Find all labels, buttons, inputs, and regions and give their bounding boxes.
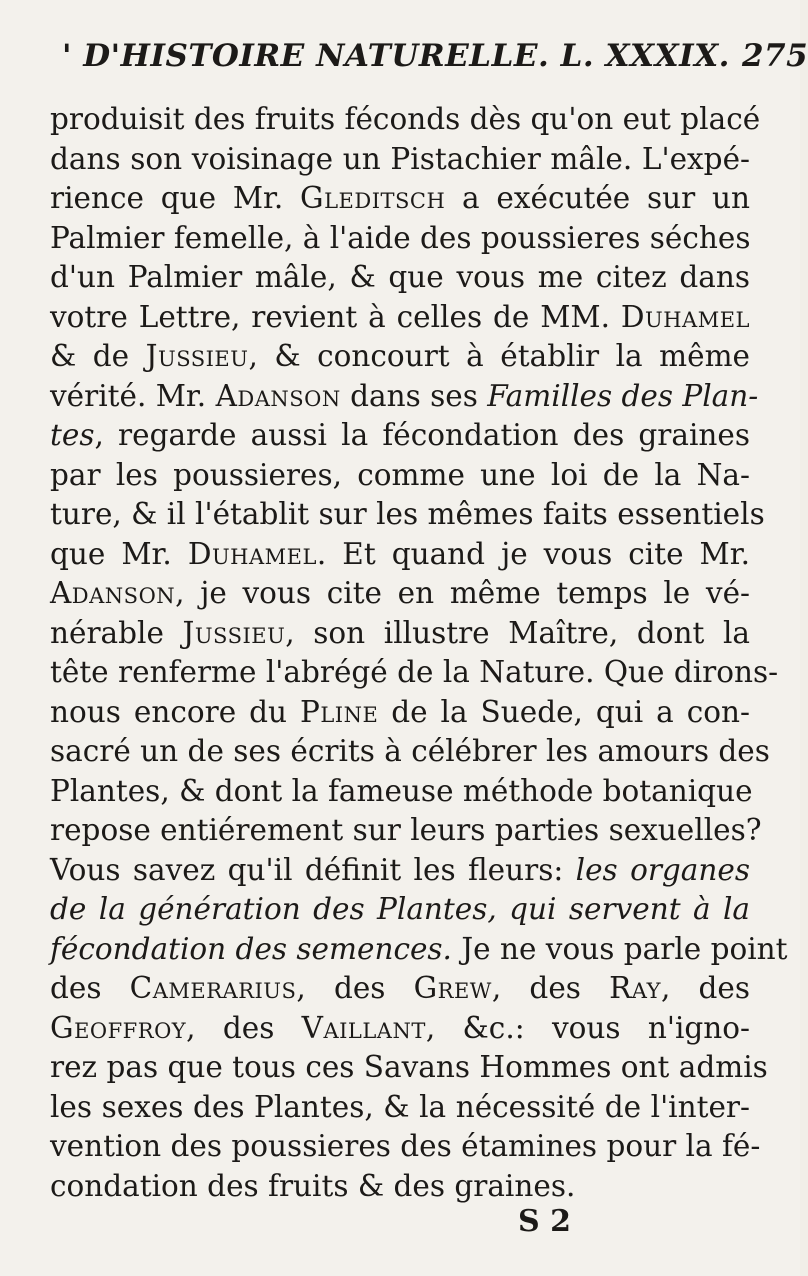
text-line <box>50 258 750 298</box>
text-run: Adanson <box>50 576 176 610</box>
text-run: Grew <box>413 971 492 1005</box>
text-run: tête renferme l'abrégé de la Nature. Que dirons- <box>50 655 779 689</box>
text-run: rience que Mr. <box>50 181 301 215</box>
text-line <box>50 653 779 693</box>
text-line <box>50 614 750 654</box>
text-line <box>50 811 762 851</box>
text-run: sacré un de ses écrits à célébrer les amours des <box>50 734 770 768</box>
text-run: votre Lettre, revient à celles de MM. <box>50 299 621 334</box>
running-title: ' D'HISTOIRE NATURELLE. L. XXXIX. <box>62 38 730 74</box>
text-run: repose entiérement sur leurs parties sexuelles? <box>50 813 762 847</box>
text-run: de la génération des Plantes, qui servent à la <box>50 892 750 926</box>
text-run: les organes <box>575 852 750 887</box>
text-line <box>50 930 788 970</box>
text-run: rez pas que tous ces Savans Hommes ont admis <box>50 1050 768 1084</box>
text-run: les sexes des Plantes, & la nécessité de l'inter- <box>50 1089 750 1124</box>
text-run: Palmier femelle, à l'aide des poussieres séches <box>50 220 751 255</box>
text-run: Camerarius <box>129 971 297 1005</box>
text-run: , regarde aussi la fécondation des graines <box>94 418 750 452</box>
text-line <box>50 179 750 219</box>
text-run: des <box>50 971 130 1005</box>
text-run: a exécutée sur un <box>445 181 751 215</box>
text-run: Jussieu <box>182 615 286 650</box>
text-run: vention des poussieres des étamines pour la fé- <box>50 1129 761 1163</box>
text-line <box>50 140 750 180</box>
page-number: 275 <box>741 38 808 74</box>
text-run: Duhamel <box>187 536 317 571</box>
running-head <box>62 38 808 74</box>
body-text <box>50 100 788 1206</box>
text-line <box>50 693 750 733</box>
text-line <box>50 1167 750 1207</box>
text-run: nous encore du <box>50 694 300 729</box>
text-line <box>50 337 750 377</box>
text-line <box>50 732 770 772</box>
text-run: Gleditsch <box>300 181 446 215</box>
text-line <box>50 574 750 614</box>
text-run: Pline <box>299 694 379 729</box>
text-run: produisit des fruits féconds dès qu'on eut placé <box>50 102 761 136</box>
text-line <box>50 969 750 1009</box>
text-run: , des <box>296 971 414 1005</box>
text-run: que Mr. <box>50 536 188 571</box>
text-run: Plantes, & dont la fameuse méthode botanique <box>50 773 753 808</box>
text-line <box>50 535 750 575</box>
text-run: tes <box>50 418 95 452</box>
text-run: Duhamel <box>620 299 750 334</box>
text-run: Adanson <box>215 378 341 413</box>
text-run: d'un Palmier mâle, & que vous me citez dans <box>50 260 750 294</box>
text-run: , des <box>186 1010 302 1045</box>
text-line <box>50 100 761 140</box>
text-line <box>50 1048 768 1088</box>
text-line <box>50 377 759 417</box>
signature-mark: S 2 <box>518 1204 571 1239</box>
text-line <box>50 298 750 338</box>
text-run: vérité. Mr. <box>50 378 216 413</box>
text-run: , &c.: vous n'igno- <box>425 1010 750 1045</box>
text-line <box>50 772 753 812</box>
text-run: de la Suede, qui a con- <box>378 694 750 729</box>
text-run: dans ses <box>340 378 488 413</box>
text-run: condation des fruits & des graines. <box>50 1168 576 1203</box>
text-line <box>50 219 750 259</box>
text-line <box>50 456 750 496</box>
text-run: Familles des Plan- <box>487 378 759 413</box>
text-line <box>50 1127 761 1167</box>
text-run: . Et quand je vous cite Mr. <box>316 536 750 571</box>
text-run: Jussieu <box>145 339 249 373</box>
text-line <box>50 851 750 891</box>
text-line <box>50 1088 750 1128</box>
text-run: Ray <box>609 971 661 1005</box>
text-run: Geoffroy <box>50 1010 187 1045</box>
text-run: , des <box>491 971 610 1005</box>
text-run: par les poussieres, comme une loi de la Na- <box>50 457 750 492</box>
text-run: Vaillant <box>301 1010 426 1045</box>
text-line <box>50 1009 750 1049</box>
text-run: Je ne vous parle point <box>451 931 788 966</box>
text-run: & de <box>50 339 146 373</box>
text-line <box>50 416 750 456</box>
text-line <box>50 495 765 535</box>
text-line <box>50 890 750 930</box>
text-run: , des <box>660 971 750 1005</box>
text-run: ture, & il l'établit sur les mêmes faits essentiels <box>50 497 765 531</box>
text-run: fécondation des semences. <box>50 931 452 966</box>
text-run: dans son voisinage un Pistachier mâle. L'expé- <box>50 141 750 176</box>
text-run: Vous savez qu'il définit les fleurs: <box>50 852 576 887</box>
text-run: , je vous cite en même temps le vé- <box>175 576 750 610</box>
text-run: , & concourt à établir la même <box>248 339 750 373</box>
text-run: , son illustre Maître, dont la <box>285 615 750 650</box>
text-run: nérable <box>50 615 183 650</box>
